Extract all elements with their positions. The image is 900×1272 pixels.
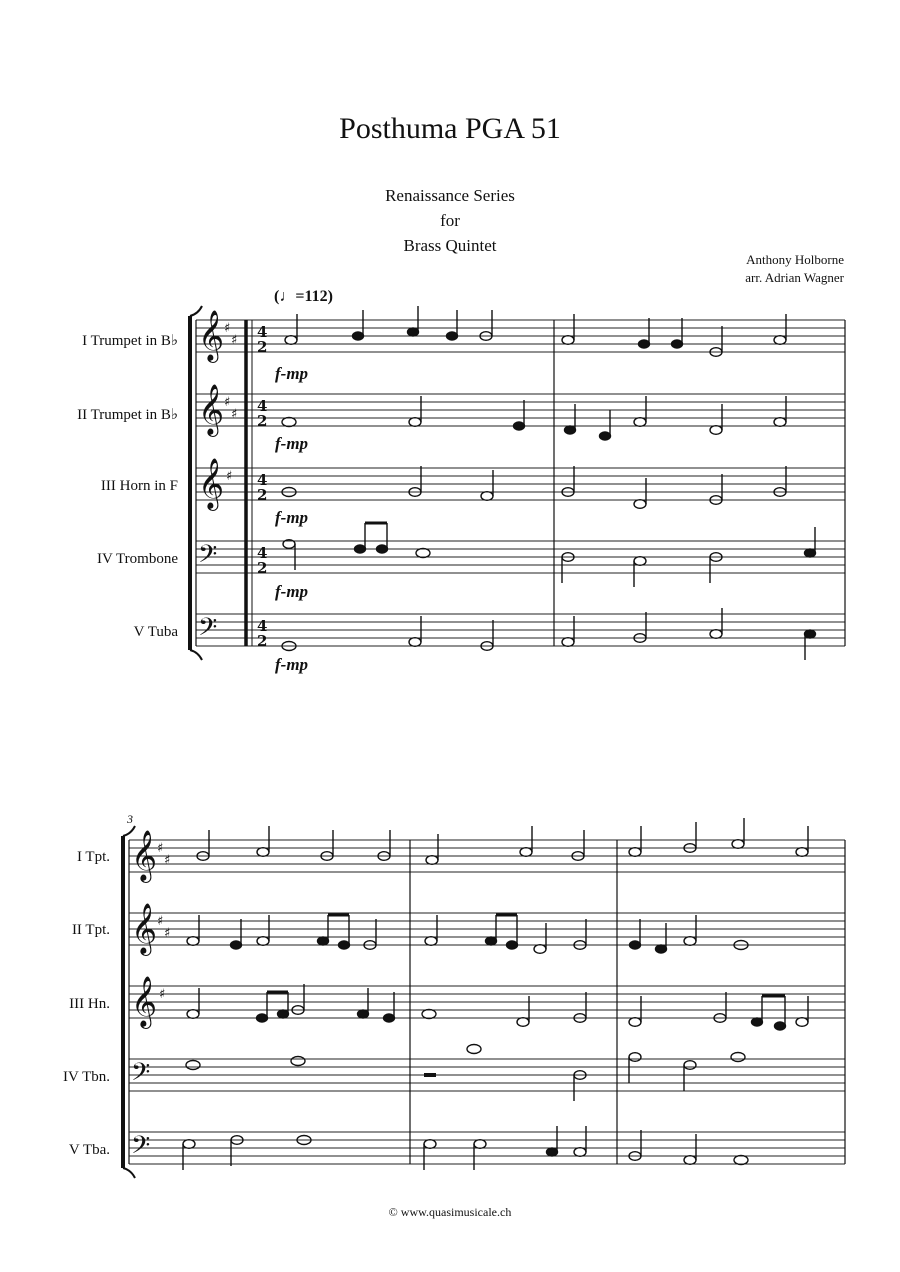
staff-lines-system-2 xyxy=(129,840,845,1164)
score-title: Posthuma PGA 51 xyxy=(339,112,561,145)
instrument-name-trumpet-2: II Trumpet in B♭ xyxy=(77,407,178,423)
dynamic-trumpet-1: f-mp xyxy=(275,364,309,383)
dynamic-tuba: f-mp xyxy=(275,655,309,674)
measure-number: 3 xyxy=(127,812,133,826)
svg-text:♯: ♯ xyxy=(157,914,164,929)
arranger: arr. Adrian Wagner xyxy=(745,270,844,285)
svg-text:♯: ♯ xyxy=(231,333,238,348)
svg-text:2: 2 xyxy=(257,632,268,650)
bass-clef: 𝄢 xyxy=(198,613,218,648)
subtitle-for: for xyxy=(440,211,460,230)
dynamic-trumpet-2: f-mp xyxy=(275,434,309,453)
short-name-trumpet-2: II Tpt. xyxy=(71,922,110,938)
svg-text:♯: ♯ xyxy=(226,469,233,484)
svg-text:𝄢: 𝄢 xyxy=(131,1058,151,1093)
svg-text:𝄞: 𝄞 xyxy=(131,976,158,1027)
svg-text:𝄞: 𝄞 xyxy=(131,903,158,954)
instrument-name-horn: III Horn in F xyxy=(100,478,178,494)
short-name-trumpet-1: I Tpt. xyxy=(76,849,110,865)
short-name-trombone: IV Tbn. xyxy=(63,1069,110,1085)
composer: Anthony Holborne xyxy=(746,252,844,267)
svg-text:4: 4 xyxy=(257,471,268,489)
svg-text:2: 2 xyxy=(257,486,268,504)
instrument-name-trumpet-1: I Trumpet in B♭ xyxy=(82,333,178,349)
dynamic-horn: f-mp xyxy=(275,508,309,527)
copyright-footer: © www.quasimusicale.ch xyxy=(388,1205,512,1219)
svg-text:♯: ♯ xyxy=(231,407,238,422)
svg-text:♯: ♯ xyxy=(224,395,231,410)
svg-text:4: 4 xyxy=(257,544,268,562)
svg-text:♯: ♯ xyxy=(159,987,166,1002)
short-name-tuba: V Tba. xyxy=(68,1142,110,1158)
svg-text:♯: ♯ xyxy=(164,853,171,868)
svg-text:2: 2 xyxy=(257,412,268,430)
svg-text:𝄞: 𝄞 xyxy=(131,830,158,881)
svg-text:2: 2 xyxy=(257,338,268,356)
svg-text:4: 4 xyxy=(257,617,268,635)
short-name-horn: III Hn. xyxy=(69,996,110,1012)
treble-clef: 𝄞 xyxy=(198,458,225,509)
svg-text:♯: ♯ xyxy=(164,926,171,941)
svg-text:4: 4 xyxy=(257,397,268,415)
svg-text:𝄢: 𝄢 xyxy=(131,1131,151,1166)
treble-clef: 𝄞 xyxy=(198,310,225,361)
subtitle-series: Renaissance Series xyxy=(385,186,515,205)
instrument-name-tuba: V Tuba xyxy=(133,624,178,640)
dynamic-trombone: f-mp xyxy=(275,582,309,601)
subtitle-ensemble: Brass Quintet xyxy=(403,236,497,255)
svg-text:♯: ♯ xyxy=(157,841,164,856)
svg-text:4: 4 xyxy=(257,323,268,341)
svg-text:2: 2 xyxy=(257,559,268,577)
tempo-marking: (♩=112) xyxy=(274,288,333,305)
staff-lines-system-1 xyxy=(196,320,845,646)
bass-clef: 𝄢 xyxy=(198,540,218,575)
treble-clef: 𝄞 xyxy=(198,384,225,435)
svg-text:♯: ♯ xyxy=(224,321,231,336)
instrument-name-trombone: IV Trombone xyxy=(97,551,178,567)
